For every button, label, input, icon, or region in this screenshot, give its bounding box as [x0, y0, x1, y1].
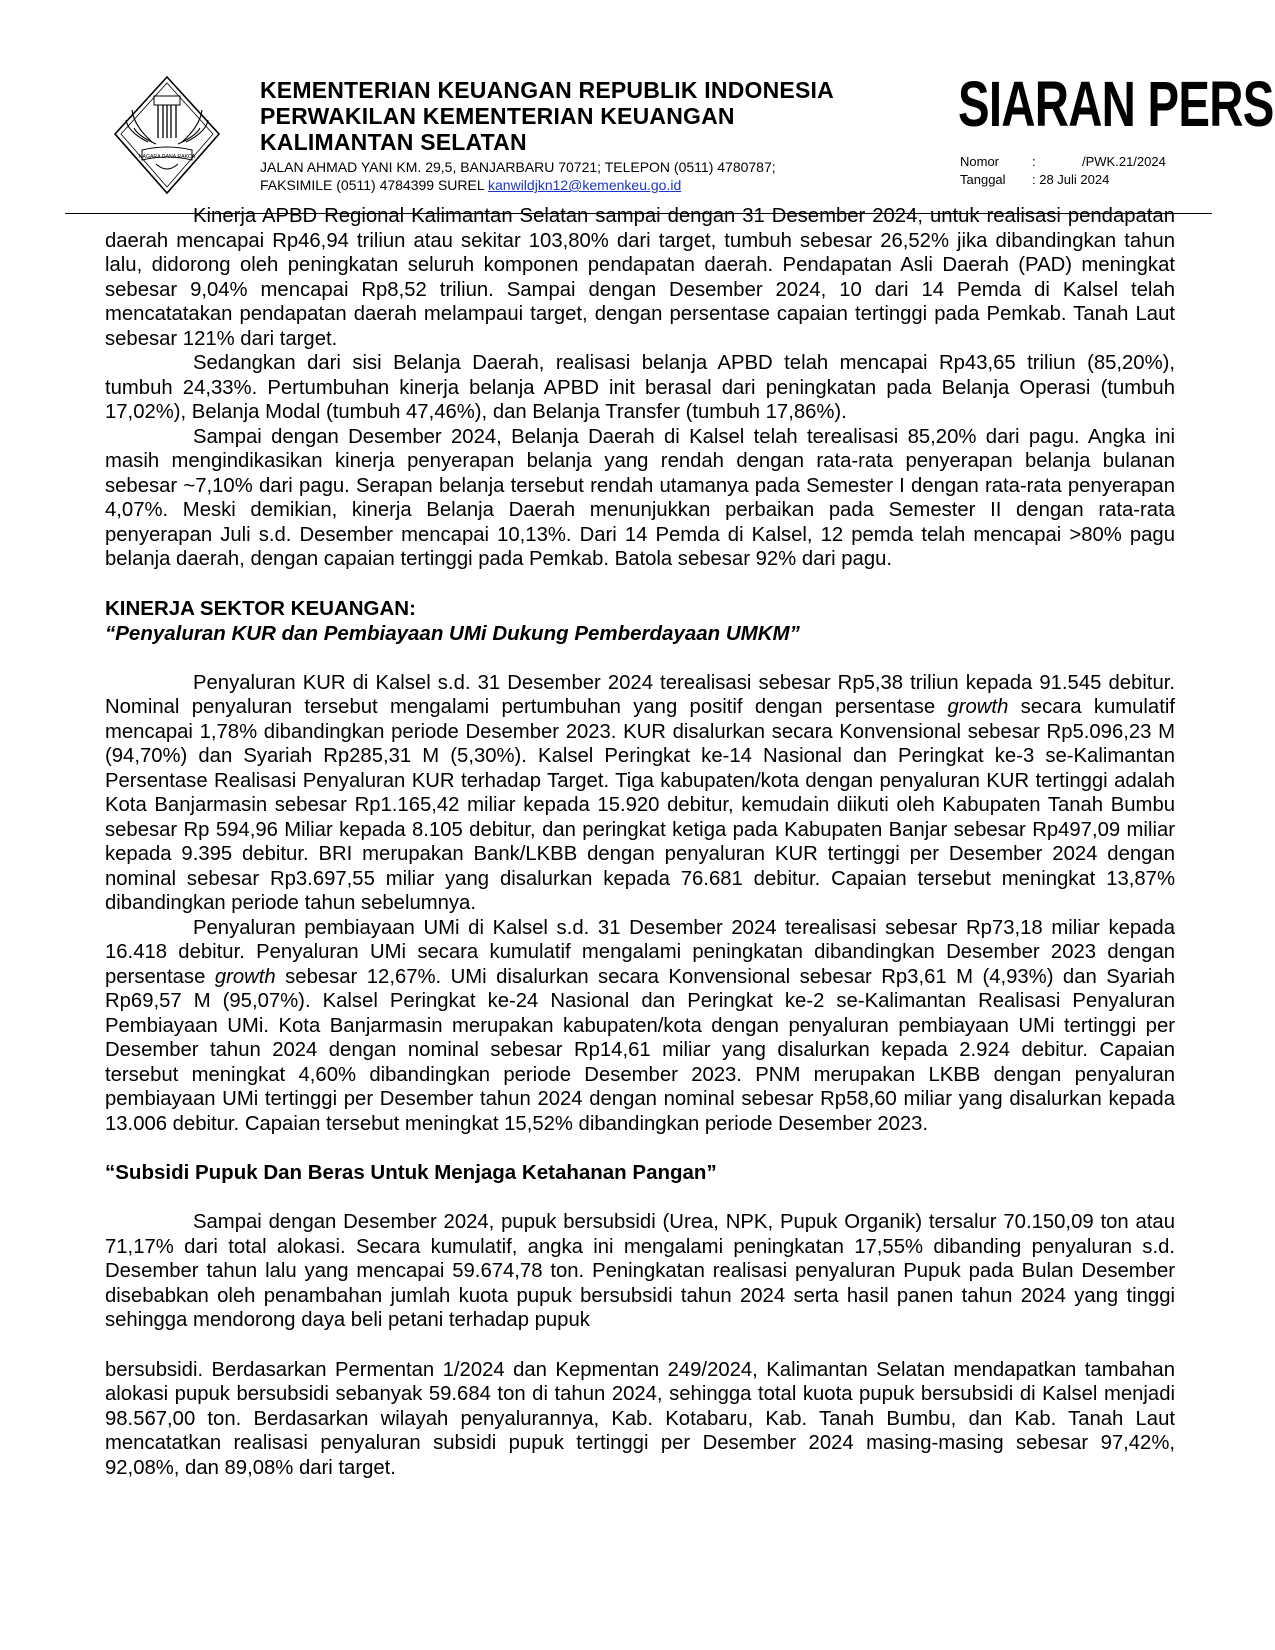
paragraph-apbd-revenue: Kinerja APBD Regional Kalimantan Selatan sampai dengan 31 Desember 2024, untuk realisasi pendapatan daerah mencapai Rp46,94 triliun atau sekitar 103,80% dari target, tumbuh sebesar 26,52% jika dibandingkan tahun lalu, didorong oleh peningkatan seluruh komponen pendapatan daerah. Pendapatan Asli Daerah (PAD) meningkat sebesar 9,04% mencapai Rp8,52 triliun. Sampai dengan Desember 2024, 10 dari 14 Pemda di Kalsel telah mencatatakan pendapatan daerah melampaui target, dengan persentase capaian tertinggi pada Pemkab. Tanah Laut sebesar 121% dari target.: [105, 205, 1175, 350]
tanggal-value: : 28 Juli 2024: [1032, 172, 1110, 187]
email-link[interactable]: kanwildjkn12@kemenkeu.go.id: [488, 177, 682, 193]
press-release-body: [105, 204, 1175, 1480]
svg-text:NAGARA DANA RAKCA: NAGARA DANA RAKCA: [138, 154, 196, 160]
org-name-line1: KEMENTERIAN KEUANGAN REPUBLIK INDONESIA: [260, 77, 834, 103]
section-title-fertilizer-rice: “Subsidi Pupuk Dan Beras Untuk Menjaga Ketahanan Pangan”: [105, 1161, 717, 1184]
growth-term: growth: [214, 965, 276, 988]
paragraph-kur: Penyaluran KUR di Kalsel s.d. 31 Desember 2024 terealisasi sebesar Rp5,38 triliun kepada 91.545 debitur. Nominal penyaluran tersebut mengalami pertumbuhan yang positif dengan persentase growth secara kumulatif mencapai 1,78% dibandingkan periode Desember 2023. KUR disalurkan secara Konvensional sebesar Rp5.096,23 M (94,70%) dan Syariah Rp285,31 M (5,30%). Kalsel Peringkat ke-14 Nasional dan Peringkat ke-3 se-Kalimantan Persentase Realisasi Penyaluran KUR terhadap Target. Tiga kabupaten/kota dengan penyaluran KUR tertinggi adalah Kota Banjarmasin sebesar Rp1.165,42 miliar kepada 15.920 debitur, kemudain diikuti oleh Kabupaten Tanah Bumbu sebesar Rp 594,96 Miliar kepada 8.105 debitur, dan peringkat ketiga pada Kabupaten Banjar sebesar Rp497,09 miliar kepada 9.395 debitur. BRI merupakan Bank/LKBB dengan penyaluran KUR tertinggi per Desember 2024 dengan nominal sebesar Rp3.697,55 miliar yang disalurkan kepada 76.681 debitur. Capaian tersebut meningkat 13,87% dibandingkan periode tahun sebelumnya.: [105, 671, 1175, 914]
fax-line: FAKSIMILE (0511) 4784399 SUREL: [260, 177, 489, 193]
paragraph-umi: Penyaluran pembiayaan UMi di Kalsel s.d. 31 Desember 2024 terealisasi sebesar Rp73,18 miliar kepada 16.418 debitur. Penyaluran UMi secara kumulatif mengalami peningkatan dibandingkan Desember 2023 dengan persentase growth sebesar 12,67%. UMi disalurkan secara Konvensional sebesar Rp3,61 M (4,93%) dan Syariah Rp69,57 M (95,07%). Kalsel Peringkat ke-24 Nasional dan Peringkat ke-2 se-Kalimantan Realisasi Penyaluran Pembiayaan UMi. Kota Banjarmasin merupakan kabupaten/kota dengan penyaluran pembiayaan UMi tertinggi per Desember tahun 2024 dengan nominal sebesar Rp14,61 miliar yang disalurkan kepada 2.924 debitur. Capaian tersebut meningkat 4,60% dibandingkan periode Desember 2023. PNM merupakan LKBB dengan penyaluran pembiayaan UMi tertinggi per Desember tahun 2024 dengan nominal sebesar Rp58,60 miliar yang disalurkan kepada 13.006 debitur. Capaian tersebut meningkat 15,52% dibandingkan periode Desember 2023.: [105, 916, 1175, 1135]
address-block: [260, 158, 900, 194]
paragraph-fertilizer-continued: bersubsidi. Berdasarkan Permentan 1/2024 dan Kepmentan 249/2024, Kalimantan Selatan mendapatkan tambahan alokasi pupuk bersubsidi sebanyak 59.684 ton di tahun 2024, sehingga total kuota pupuk bersubsidi di Kalsel menjadi 98.567,00 ton. Berdasarkan wilayah penyalurannya, Kab. Kotabaru, Kab. Tanah Bumbu, dan Kab. Tanah Laut mencatatkan realisasi penyaluran subsidi pupuk tertinggi per Desember 2024 masing-masing sebesar 97,42%, 92,08%, dan 89,08% dari target.: [105, 1358, 1175, 1479]
address-line2: [260, 176, 900, 194]
section-subtitle-kur-umi: “Penyaluran KUR dan Pembiayaan UMi Dukung Pemberdayaan UMKM”: [105, 621, 800, 645]
tanggal-label: Tanggal: [960, 172, 1006, 187]
paragraph-fertilizer: Sampai dengan Desember 2024, pupuk bersubsidi (Urea, NPK, Pupuk Organik) tersalur 70.150,09 ton atau 71,17% dari total alokasi. Secara kumulatif, angka ini mengalami peningkatan 17,55% dibanding penyaluran s.d. Desember tahun lalu yang mencapai 59.674,78 ton. Peningkatan realisasi penyaluran Pupuk pada Bulan Desember disebabkan oleh penambahan jumlah kuota pupuk bersubsidi tahun 2024 serta hasil panen tahun 2024 yang tinggi sehingga mendorong daya beli petani terhadap pupuk: [105, 1211, 1175, 1331]
tanggal-row: [960, 171, 1166, 189]
paragraph-apbd-absorption: Sampai dengan Desember 2024, Belanja Daerah di Kalsel telah terealisasi 85,20% dari pagu. Angka ini masih mengindikasikan kinerja penyerapan belanja yang rendah dengan rata-rata penyerapan belanja bulanan sebesar ~7,10% dari pagu. Serapan belanja tersebut rendah utamanya pada Semester I dengan rata-rata penyerapan 4,07%. Meski demikian, kinerja Belanja Daerah menunjukkan perbaikan pada Semester II dengan rata-rata penyerapan Juli s.d. Desember mencapai 10,13%. Dari 14 Pemda di Kalsel, 12 pemda telah mencapai >80% pagu belanja daerah, dengan capaian tertinggi pada Pemkab. Batola sebesar 92% dari pagu.: [105, 425, 1175, 570]
growth-term: growth: [947, 696, 1009, 718]
document-meta: [960, 153, 1166, 189]
press-release-title: SIARAN PERS: [958, 68, 1274, 140]
org-name-line3: KALIMANTAN SELATAN: [260, 129, 527, 155]
org-name-line2: PERWAKILAN KEMENTERIAN KEUANGAN: [260, 103, 735, 129]
section-title-financial-sector: KINERJA SEKTOR KEUANGAN:: [105, 596, 416, 620]
paragraph-apbd-spending: Sedangkan dari sisi Belanja Daerah, realisasi belanja APBD telah mencapai Rp43,65 triliun (85,20%), tumbuh 24,33%. Pertumbuhan kinerja belanja APBD init berasal dari peningkatan pada Belanja Operasi (tumbuh 17,02%), Belanja Modal (tumbuh 47,46%), dan Belanja Transfer (tumbuh 17,86%).: [105, 352, 1175, 423]
address-line1: JALAN AHMAD YANI KM. 29,5, BANJARBARU 70721; TELEPON (0511) 4780787;: [260, 159, 776, 175]
header-divider: [65, 213, 1212, 214]
nomor-label: Nomor: [960, 154, 1000, 169]
organization-block: [260, 77, 900, 194]
nomor-row: [960, 153, 1166, 171]
nomor-separator: :: [1032, 154, 1036, 169]
nomor-value: /PWK.21/2024: [1082, 154, 1166, 169]
ministry-emblem-icon: [112, 74, 222, 196]
letterhead: [0, 0, 1275, 210]
